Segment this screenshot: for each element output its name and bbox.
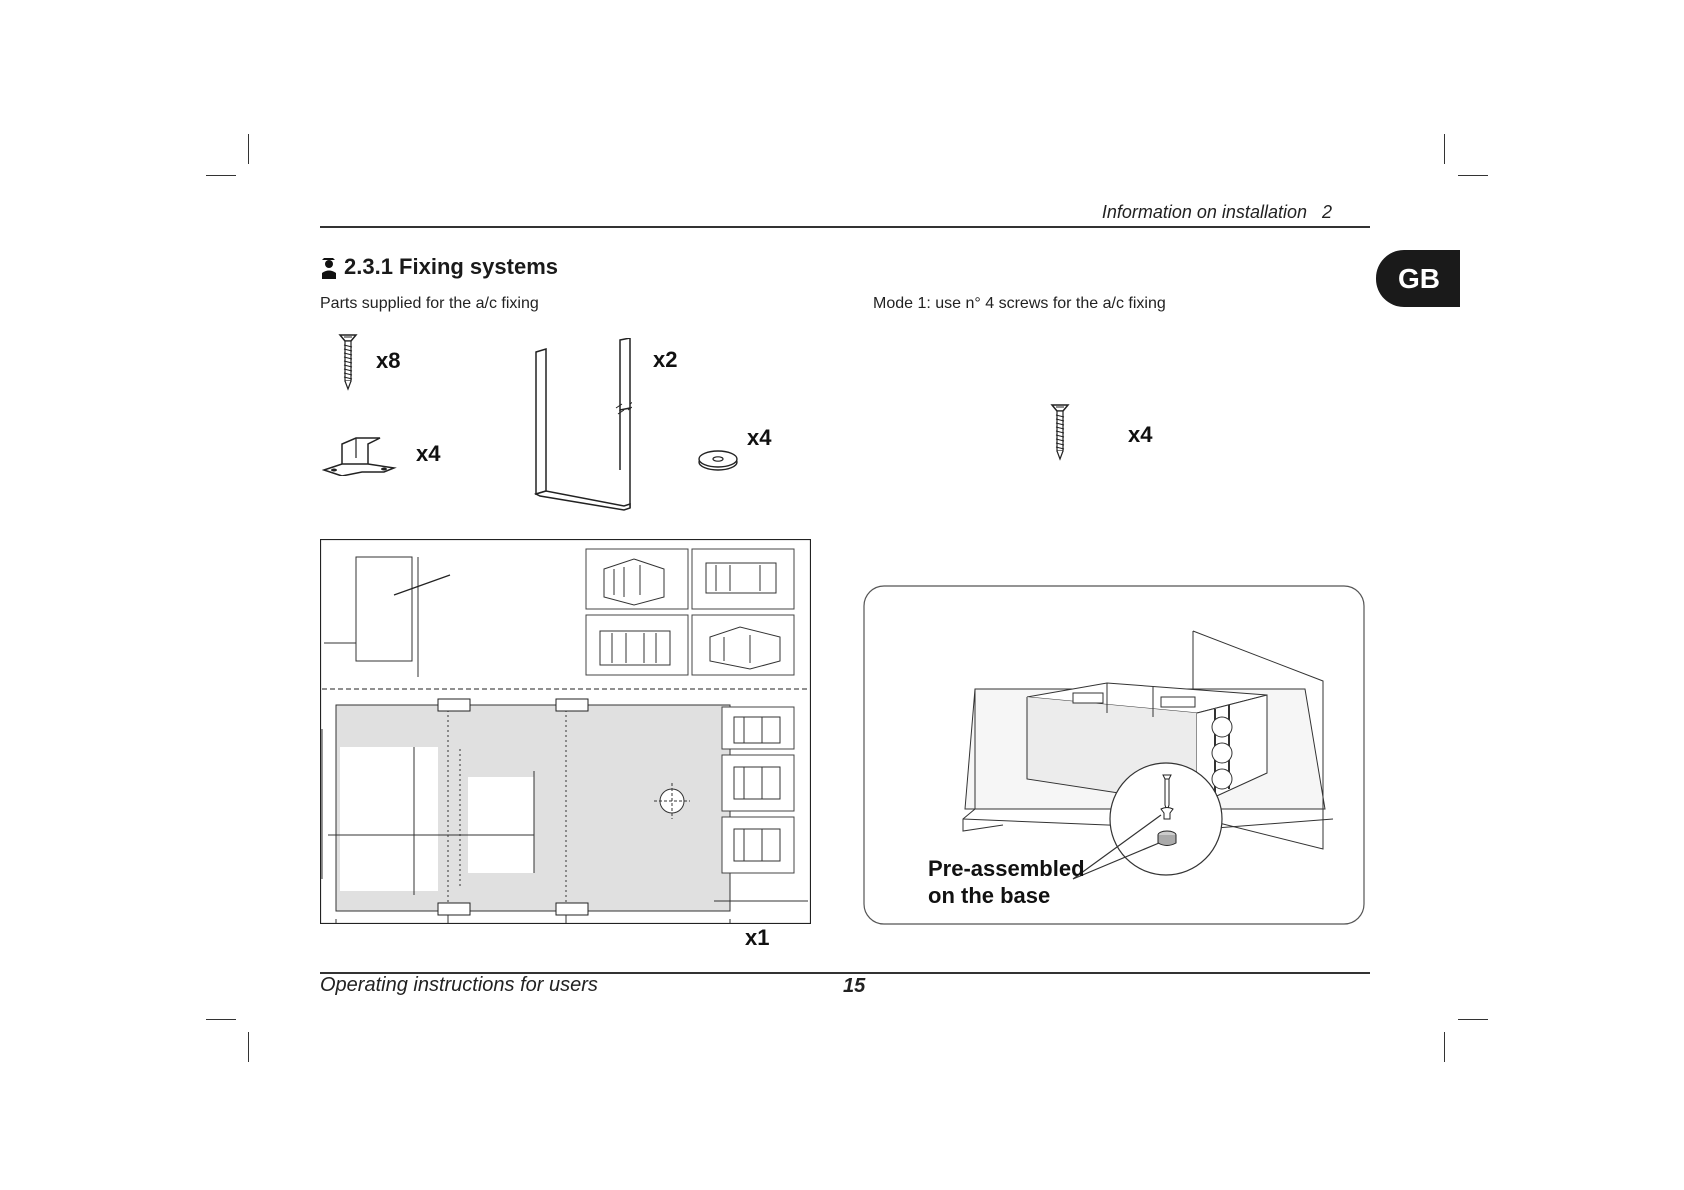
crop-mark (248, 134, 249, 164)
section-heading (320, 254, 558, 280)
crop-mark (1458, 1019, 1488, 1020)
pre-assembled-callout (928, 855, 1085, 909)
header-rule (320, 226, 1370, 228)
callout-line-2: on the base (928, 883, 1051, 908)
screw-icon (338, 333, 358, 391)
washer-qty: x4 (747, 425, 772, 450)
template-qty: x1 (745, 925, 770, 950)
language-tab: GB (1376, 250, 1460, 307)
washer-icon (697, 448, 739, 472)
right-caption: Mode 1: use n° 4 screws for the a/c fixing (873, 295, 1166, 312)
u-frame-qty: x2 (653, 347, 678, 372)
footer-title: Operating instructions for users (320, 974, 598, 996)
screw-qty-right: x4 (1128, 422, 1153, 447)
crop-mark (1444, 1032, 1445, 1062)
page-number: 15 (843, 975, 866, 997)
section-title: 2.3.1 Fixing systems (344, 254, 558, 279)
bracket-icon (322, 436, 398, 476)
callout-line-1: Pre-assembled (928, 856, 1085, 881)
u-frame-icon (532, 338, 632, 512)
crop-mark (206, 175, 236, 176)
screw-qty: x8 (376, 348, 401, 373)
crop-mark (248, 1032, 249, 1062)
running-header: Information on installation 2 (1101, 202, 1332, 222)
installer-icon (320, 255, 338, 279)
template-sheet-icon (320, 539, 811, 924)
left-caption: Parts supplied for the a/c fixing (320, 295, 539, 312)
crop-mark (206, 1019, 236, 1020)
crop-mark (1444, 134, 1445, 164)
bracket-qty: x4 (416, 441, 441, 466)
crop-mark (1458, 175, 1488, 176)
screw-icon (1050, 403, 1070, 461)
